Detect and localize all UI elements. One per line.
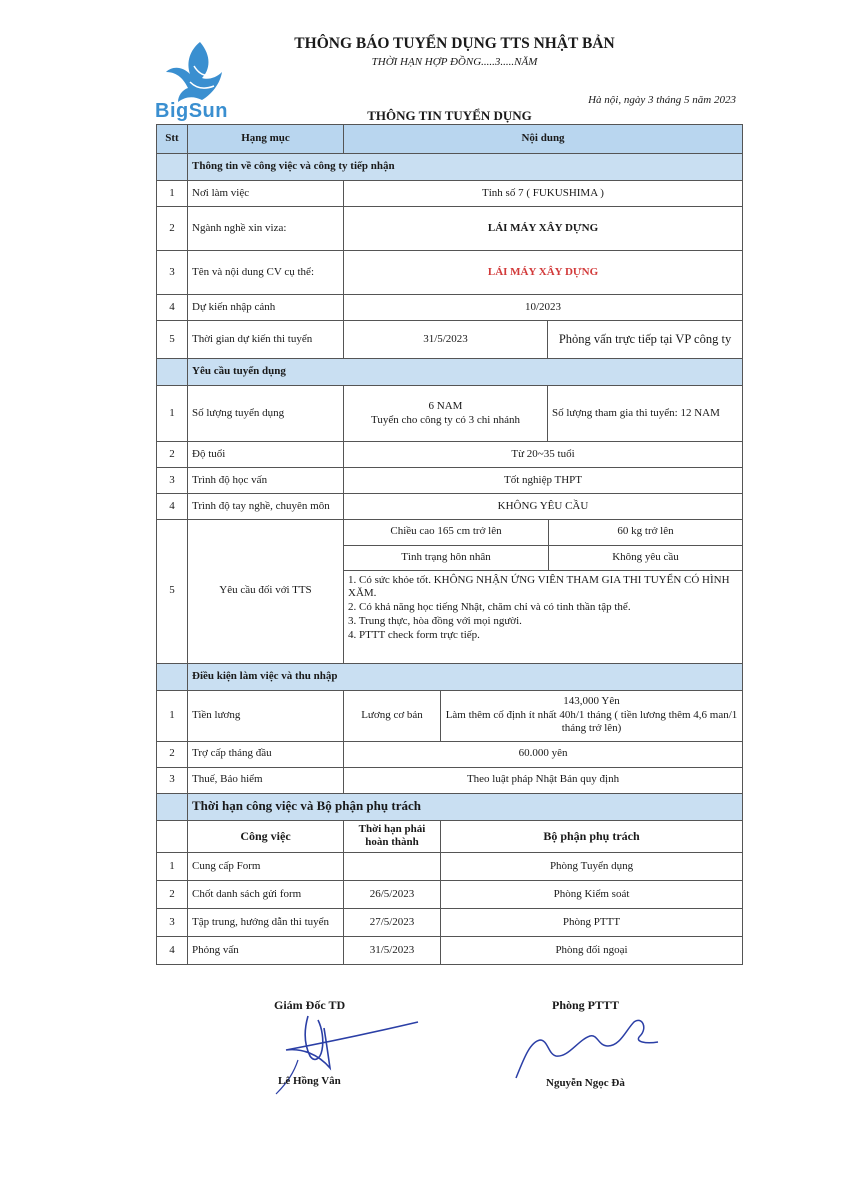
row-label: Trình độ tay nghề, chuyên môn [188, 494, 344, 520]
task-name: Tập trung, hướng dẫn thi tuyển [188, 909, 344, 937]
row-value: Tỉnh số 7 ( FUKUSHIMA ) [344, 181, 743, 207]
row-number: 1 [157, 853, 188, 881]
task-grid [344, 909, 742, 936]
row-label: Ngành nghề xin viza: [188, 207, 344, 251]
table-row [157, 853, 743, 881]
salary-cell [344, 690, 743, 741]
row-label: Thời gian dự kiến thi tuyển [188, 321, 344, 359]
row-value: 10/2023 [344, 295, 743, 321]
row-number: 4 [157, 295, 188, 321]
note-line: 2. Có khả năng học tiếng Nhật, chăm chỉ và có tinh thần tập thể. [348, 601, 631, 613]
height-requirement: Chiều cao 165 cm trở lên [344, 520, 549, 545]
left-signatory-name: Lê Hồng Vân [278, 1075, 341, 1087]
value-line: 6 NAM [428, 399, 463, 412]
date-line: Hà nội, ngày 3 tháng 5 năm 2023 [588, 94, 736, 106]
salary-type: Lương cơ bản [361, 708, 423, 721]
left-signatory-title: Giám Đốc TD [274, 998, 346, 1012]
row-value: Tốt nghiệp THPT [344, 468, 743, 494]
row-number: 5 [157, 520, 188, 664]
table-row [157, 520, 743, 664]
row-label: Yêu cầu đối với TTS [188, 520, 344, 664]
row-label: Nơi làm việc [188, 181, 344, 207]
marital-value: Không yêu cầu [549, 545, 743, 570]
row-label: Trình độ học vấn [188, 468, 344, 494]
row-number: 4 [157, 494, 188, 520]
note-line: 1. Có sức khỏe tốt. KHÔNG NHẬN ỨNG VIÊN THAM GIA THI TUYỂN CÓ HÌNH XĂM. [348, 573, 730, 600]
row-label: Độ tuổi [188, 442, 344, 468]
task-grid [344, 937, 742, 964]
value-line: 143,000 Yên [563, 694, 620, 707]
deadline: 26/5/2023 [369, 887, 415, 900]
task-detail [344, 937, 743, 965]
marital-label: Tình trạng hôn nhân [344, 545, 549, 570]
table-title: THÔNG TIN TUYỂN DỤNG [367, 108, 532, 123]
document-title: THÔNG BÁO TUYỂN DỤNG TTS NHẬT BẢN [294, 35, 615, 52]
table-row [157, 820, 743, 853]
task-grid [344, 881, 742, 908]
subheader-cell [344, 820, 743, 853]
table-row [157, 295, 743, 321]
requirements-cell [344, 520, 743, 664]
section-title: Thời hạn công việc và Bộ phận phụ trách [188, 793, 743, 820]
department: Phòng Tuyển dụng [441, 853, 743, 880]
salary-grid [344, 691, 742, 741]
row-label: Tên và nội dung CV cụ thể: [188, 251, 344, 295]
row-value [344, 386, 548, 442]
task-name: Cung cấp Form [188, 853, 344, 881]
deadline [344, 853, 441, 880]
col-category: Hạng mục [188, 125, 344, 154]
row-value-secondary: Số lượng tham gia thi tuyển: 12 NAM [548, 386, 743, 442]
row-value: 60.000 yên [344, 741, 743, 767]
task-detail [344, 853, 743, 881]
value-line: Tuyển cho công ty có 3 chi nhánh [371, 413, 520, 426]
note-line: 3. Trung thực, hòa đồng với mọi người. [348, 614, 522, 627]
section-header [157, 793, 743, 820]
table-row [157, 251, 743, 295]
recruitment-table [156, 124, 743, 965]
row-value: KHÔNG YÊU CẦU [344, 494, 743, 520]
task-name: Phỏng vấn [188, 937, 344, 965]
task-detail [344, 909, 743, 937]
table-row [157, 741, 743, 767]
col-content: Nội dung [344, 125, 743, 154]
col-stt: Stt [157, 125, 188, 154]
notes-cell [344, 570, 742, 663]
note-line: 4. PTTT check form trực tiếp. [348, 628, 480, 641]
right-signature-icon [508, 1012, 688, 1082]
right-signatory-title: Phòng PTTT [552, 998, 620, 1012]
right-signatory-name: Nguyễn Ngọc Đà [546, 1077, 625, 1089]
row-label: Tiền lương [188, 690, 344, 741]
table-row [157, 690, 743, 741]
table-row [157, 321, 743, 359]
row-value-secondary: Phỏng vấn trực tiếp tại VP công ty [548, 321, 743, 359]
table-row [157, 386, 743, 442]
table-row [157, 937, 743, 965]
table-row [157, 207, 743, 251]
section-title: Thông tin về công việc và công ty tiếp nhận [188, 154, 743, 181]
row-number: 1 [157, 386, 188, 442]
row-value: Từ 20~35 tuổi [344, 442, 743, 468]
row-number: 5 [157, 321, 188, 359]
row-number: 3 [157, 251, 188, 295]
department: Phòng đối ngoại [441, 937, 743, 964]
col-task: Công việc [188, 820, 344, 853]
row-value: Theo luật pháp Nhật Bản quy định [344, 767, 743, 793]
deadline: 31/5/2023 [369, 943, 415, 956]
table-row [157, 181, 743, 207]
row-number: 2 [157, 207, 188, 251]
logo-text: BigSun [155, 100, 228, 122]
row-label: Số lượng tuyển dụng [188, 386, 344, 442]
deadline: 27/5/2023 [369, 915, 415, 928]
row-number: 1 [157, 690, 188, 741]
section-title: Yêu cầu tuyển dụng [188, 359, 743, 386]
table-row [157, 881, 743, 909]
table-row [157, 442, 743, 468]
row-value: 31/5/2023 [344, 321, 548, 359]
row-number: 3 [157, 468, 188, 494]
col-deadline: Thời hạn phải hoàn thành [358, 822, 426, 849]
section-title: Điều kiện làm việc và thu nhập [188, 663, 743, 690]
col-dept: Bộ phận phụ trách [441, 821, 743, 853]
section-header [157, 359, 743, 386]
table-row [157, 468, 743, 494]
task-detail [344, 881, 743, 909]
department: Phòng Kiểm soát [441, 881, 743, 908]
row-value: LÁI MÁY XÂY DỰNG [344, 251, 743, 295]
requirements-grid [344, 520, 742, 663]
department: Phòng PTTT [441, 909, 743, 936]
section-header [157, 663, 743, 690]
table-header-row [157, 125, 743, 154]
row-label: Dự kiến nhập cảnh [188, 295, 344, 321]
row-number: 2 [157, 442, 188, 468]
salary-detail [441, 691, 743, 741]
row-value: LÁI MÁY XÂY DỰNG [344, 207, 743, 251]
row-number: 4 [157, 937, 188, 965]
row-number: 1 [157, 181, 188, 207]
row-number: 3 [157, 767, 188, 793]
contract-term: THỜI HẠN HỢP ĐỒNG.....3.....NĂM [371, 56, 538, 68]
section-header [157, 154, 743, 181]
row-number: 3 [157, 909, 188, 937]
task-grid [344, 853, 742, 880]
subheader-grid [344, 821, 742, 853]
weight-requirement: 60 kg trở lên [549, 520, 743, 545]
row-label: Trợ cấp tháng đầu [188, 741, 344, 767]
row-number: 2 [157, 881, 188, 909]
table-row [157, 909, 743, 937]
table-row [157, 767, 743, 793]
value-line: Làm thêm cố định ít nhất 40h/1 tháng ( tiền lương thêm 4,6 man/1 tháng trở lên) [445, 708, 738, 735]
task-name: Chốt danh sách gửi form [188, 881, 344, 909]
table-row [157, 494, 743, 520]
row-label: Thuế, Bảo hiểm [188, 767, 344, 793]
row-number: 2 [157, 741, 188, 767]
